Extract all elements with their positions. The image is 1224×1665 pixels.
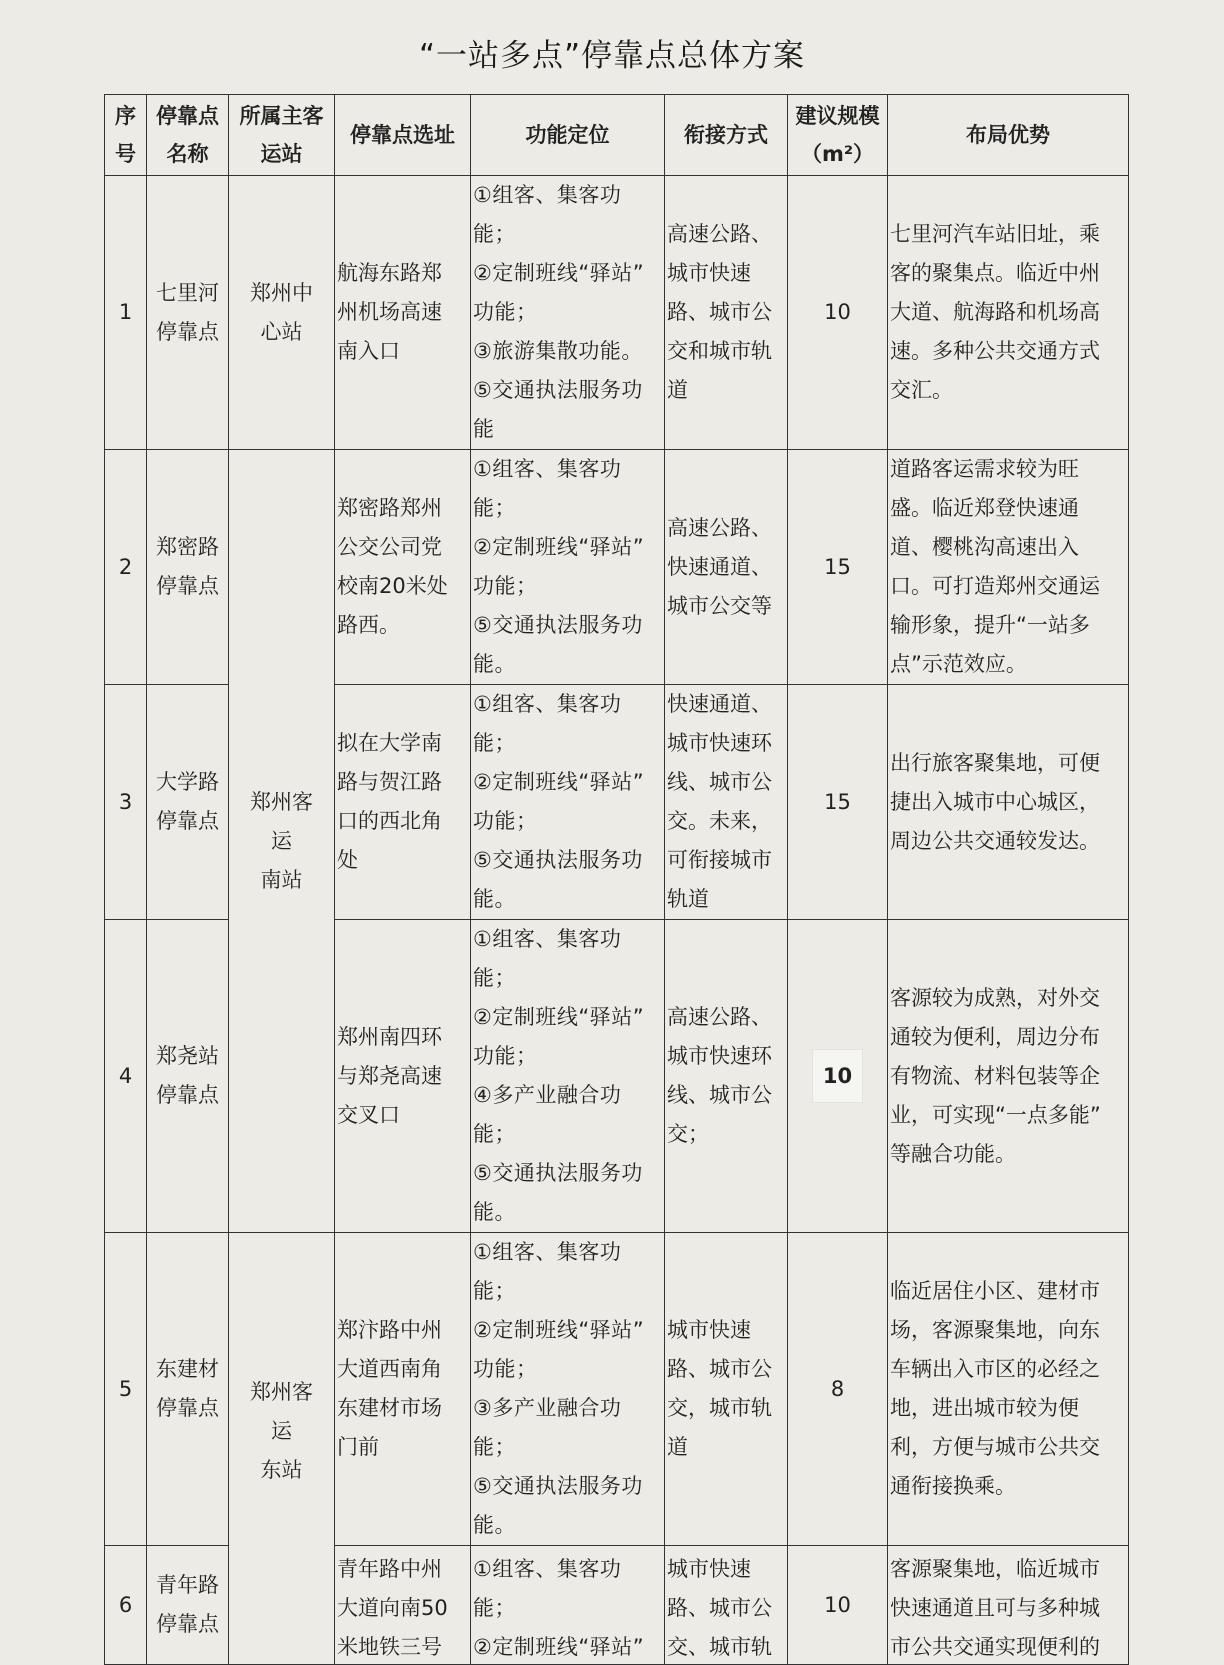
- cell-scale: [788, 920, 888, 1233]
- cell-scale: 15: [788, 685, 888, 920]
- table-row: [105, 450, 1129, 685]
- header-scale: 建议规模 （m²）: [788, 95, 888, 176]
- cell-function: ①组客、集客功 能； ②定制班线“驿站” 功能； ③多产业融合功 能； ⑤交通执法服务功 能。: [471, 1233, 665, 1546]
- cell-advantage: 七里河汽车站旧址，乘 客的聚集点。临近中州 大道、航海路和机场高 速。多种公共交通方式 交汇。: [888, 176, 1129, 450]
- cell-station: 郑州客 运 南站: [229, 450, 335, 1233]
- header-name: 停靠点 名称: [147, 95, 229, 176]
- header-site: 停靠点选址: [335, 95, 471, 176]
- cell-no: 2: [105, 450, 147, 685]
- cell-advantage: 道路客运需求较为旺 盛。临近郑登快速通 道、樱桃沟高速出入 口。可打造郑州交通运 输形象，提升“一站多 点”示范效应。: [888, 450, 1129, 685]
- cell-advantage: 临近居住小区、建材市 场，客源聚集地，向东 车辆出入市区的必经之 地，进出城市较为便 利，方便与城市公共交 通衔接换乘。: [888, 1233, 1129, 1546]
- cell-site: 郑密路郑州 公交公司党 校南20米处 路西。: [335, 450, 471, 685]
- cell-advantage: 出行旅客聚集地，可便 捷出入城市中心城区， 周边公共交通较发达。: [888, 685, 1129, 920]
- table-row: [105, 1233, 1129, 1546]
- cell-site: 拟在大学南 路与贺江路 口的西北角 处: [335, 685, 471, 920]
- cell-function: ①组客、集客功 能； ②定制班线“驿站” 功能； ⑤交通执法服务功 能。: [471, 450, 665, 685]
- scale-value-highlight: 10: [812, 1049, 863, 1103]
- cell-no: 3: [105, 685, 147, 920]
- cell-site: 青年路中州 大道向南50 米地铁三号: [335, 1546, 471, 1665]
- header-advantage: 布局优势: [888, 95, 1129, 176]
- cell-scale: 10: [788, 1546, 888, 1665]
- header-no: 序 号: [105, 95, 147, 176]
- cell-name: 青年路 停靠点: [147, 1546, 229, 1665]
- cell-name: 大学路 停靠点: [147, 685, 229, 920]
- header-station: 所属主客 运站: [229, 95, 335, 176]
- cell-name: 郑密路 停靠点: [147, 450, 229, 685]
- cell-no: 5: [105, 1233, 147, 1546]
- cell-site: 郑汴路中州 大道西南角 东建材市场 门前: [335, 1233, 471, 1546]
- cell-function: ①组客、集客功 能； ②定制班线“驿站” 功能； ⑤交通执法服务功 能。: [471, 685, 665, 920]
- cell-scale: 10: [788, 176, 888, 450]
- cell-connection: 城市快速 路、城市公 交，城市轨 道: [665, 1233, 788, 1546]
- table-row: [105, 176, 1129, 450]
- cell-station: 郑州中 心站: [229, 176, 335, 450]
- cell-no: 6: [105, 1546, 147, 1665]
- cell-station: 郑州客 运 东站: [229, 1233, 335, 1665]
- header-connection: 衔接方式: [665, 95, 788, 176]
- cell-connection: 高速公路、 城市快速 路、城市公 交和城市轨 道: [665, 176, 788, 450]
- cell-name: 郑尧站 停靠点: [147, 920, 229, 1233]
- cell-name: 东建材 停靠点: [147, 1233, 229, 1546]
- cell-site: 郑州南四环 与郑尧高速 交叉口: [335, 920, 471, 1233]
- document-title: “一站多点”停靠点总体方案: [418, 38, 806, 74]
- cell-function: ①组客、集客功 能； ②定制班线“驿站”: [471, 1546, 665, 1665]
- cell-connection: 高速公路、 城市快速环 线、城市公 交；: [665, 920, 788, 1233]
- cell-advantage: 客源较为成熟，对外交 通较为便利，周边分布 有物流、材料包装等企 业，可实现“一点多能” 等融合功能。: [888, 920, 1129, 1233]
- cell-scale: 8: [788, 1233, 888, 1546]
- cell-site: 航海东路郑 州机场高速 南入口: [335, 176, 471, 450]
- cell-function: ①组客、集客功 能； ②定制班线“驿站” 功能； ④多产业融合功 能； ⑤交通执法服务功 能。: [471, 920, 665, 1233]
- cell-advantage: 客源聚集地，临近城市 快速通道且可与多种城 市公共交通实现便利的: [888, 1546, 1129, 1665]
- cell-name: 七里河 停靠点: [147, 176, 229, 450]
- cell-function: ①组客、集客功 能； ②定制班线“驿站” 功能； ③旅游集散功能。 ⑤交通执法服务功 能: [471, 176, 665, 450]
- cell-connection: 快速通道、 城市快速环 线、城市公 交。未来， 可衔接城市 轨道: [665, 685, 788, 920]
- plan-table: [104, 94, 1129, 1665]
- cell-connection: 城市快速 路、城市公 交、城市轨: [665, 1546, 788, 1665]
- table-header-row: [105, 95, 1129, 176]
- cell-scale: 15: [788, 450, 888, 685]
- cell-no: 4: [105, 920, 147, 1233]
- cell-no: 1: [105, 176, 147, 450]
- header-function: 功能定位: [471, 95, 665, 176]
- cell-connection: 高速公路、 快速通道、 城市公交等: [665, 450, 788, 685]
